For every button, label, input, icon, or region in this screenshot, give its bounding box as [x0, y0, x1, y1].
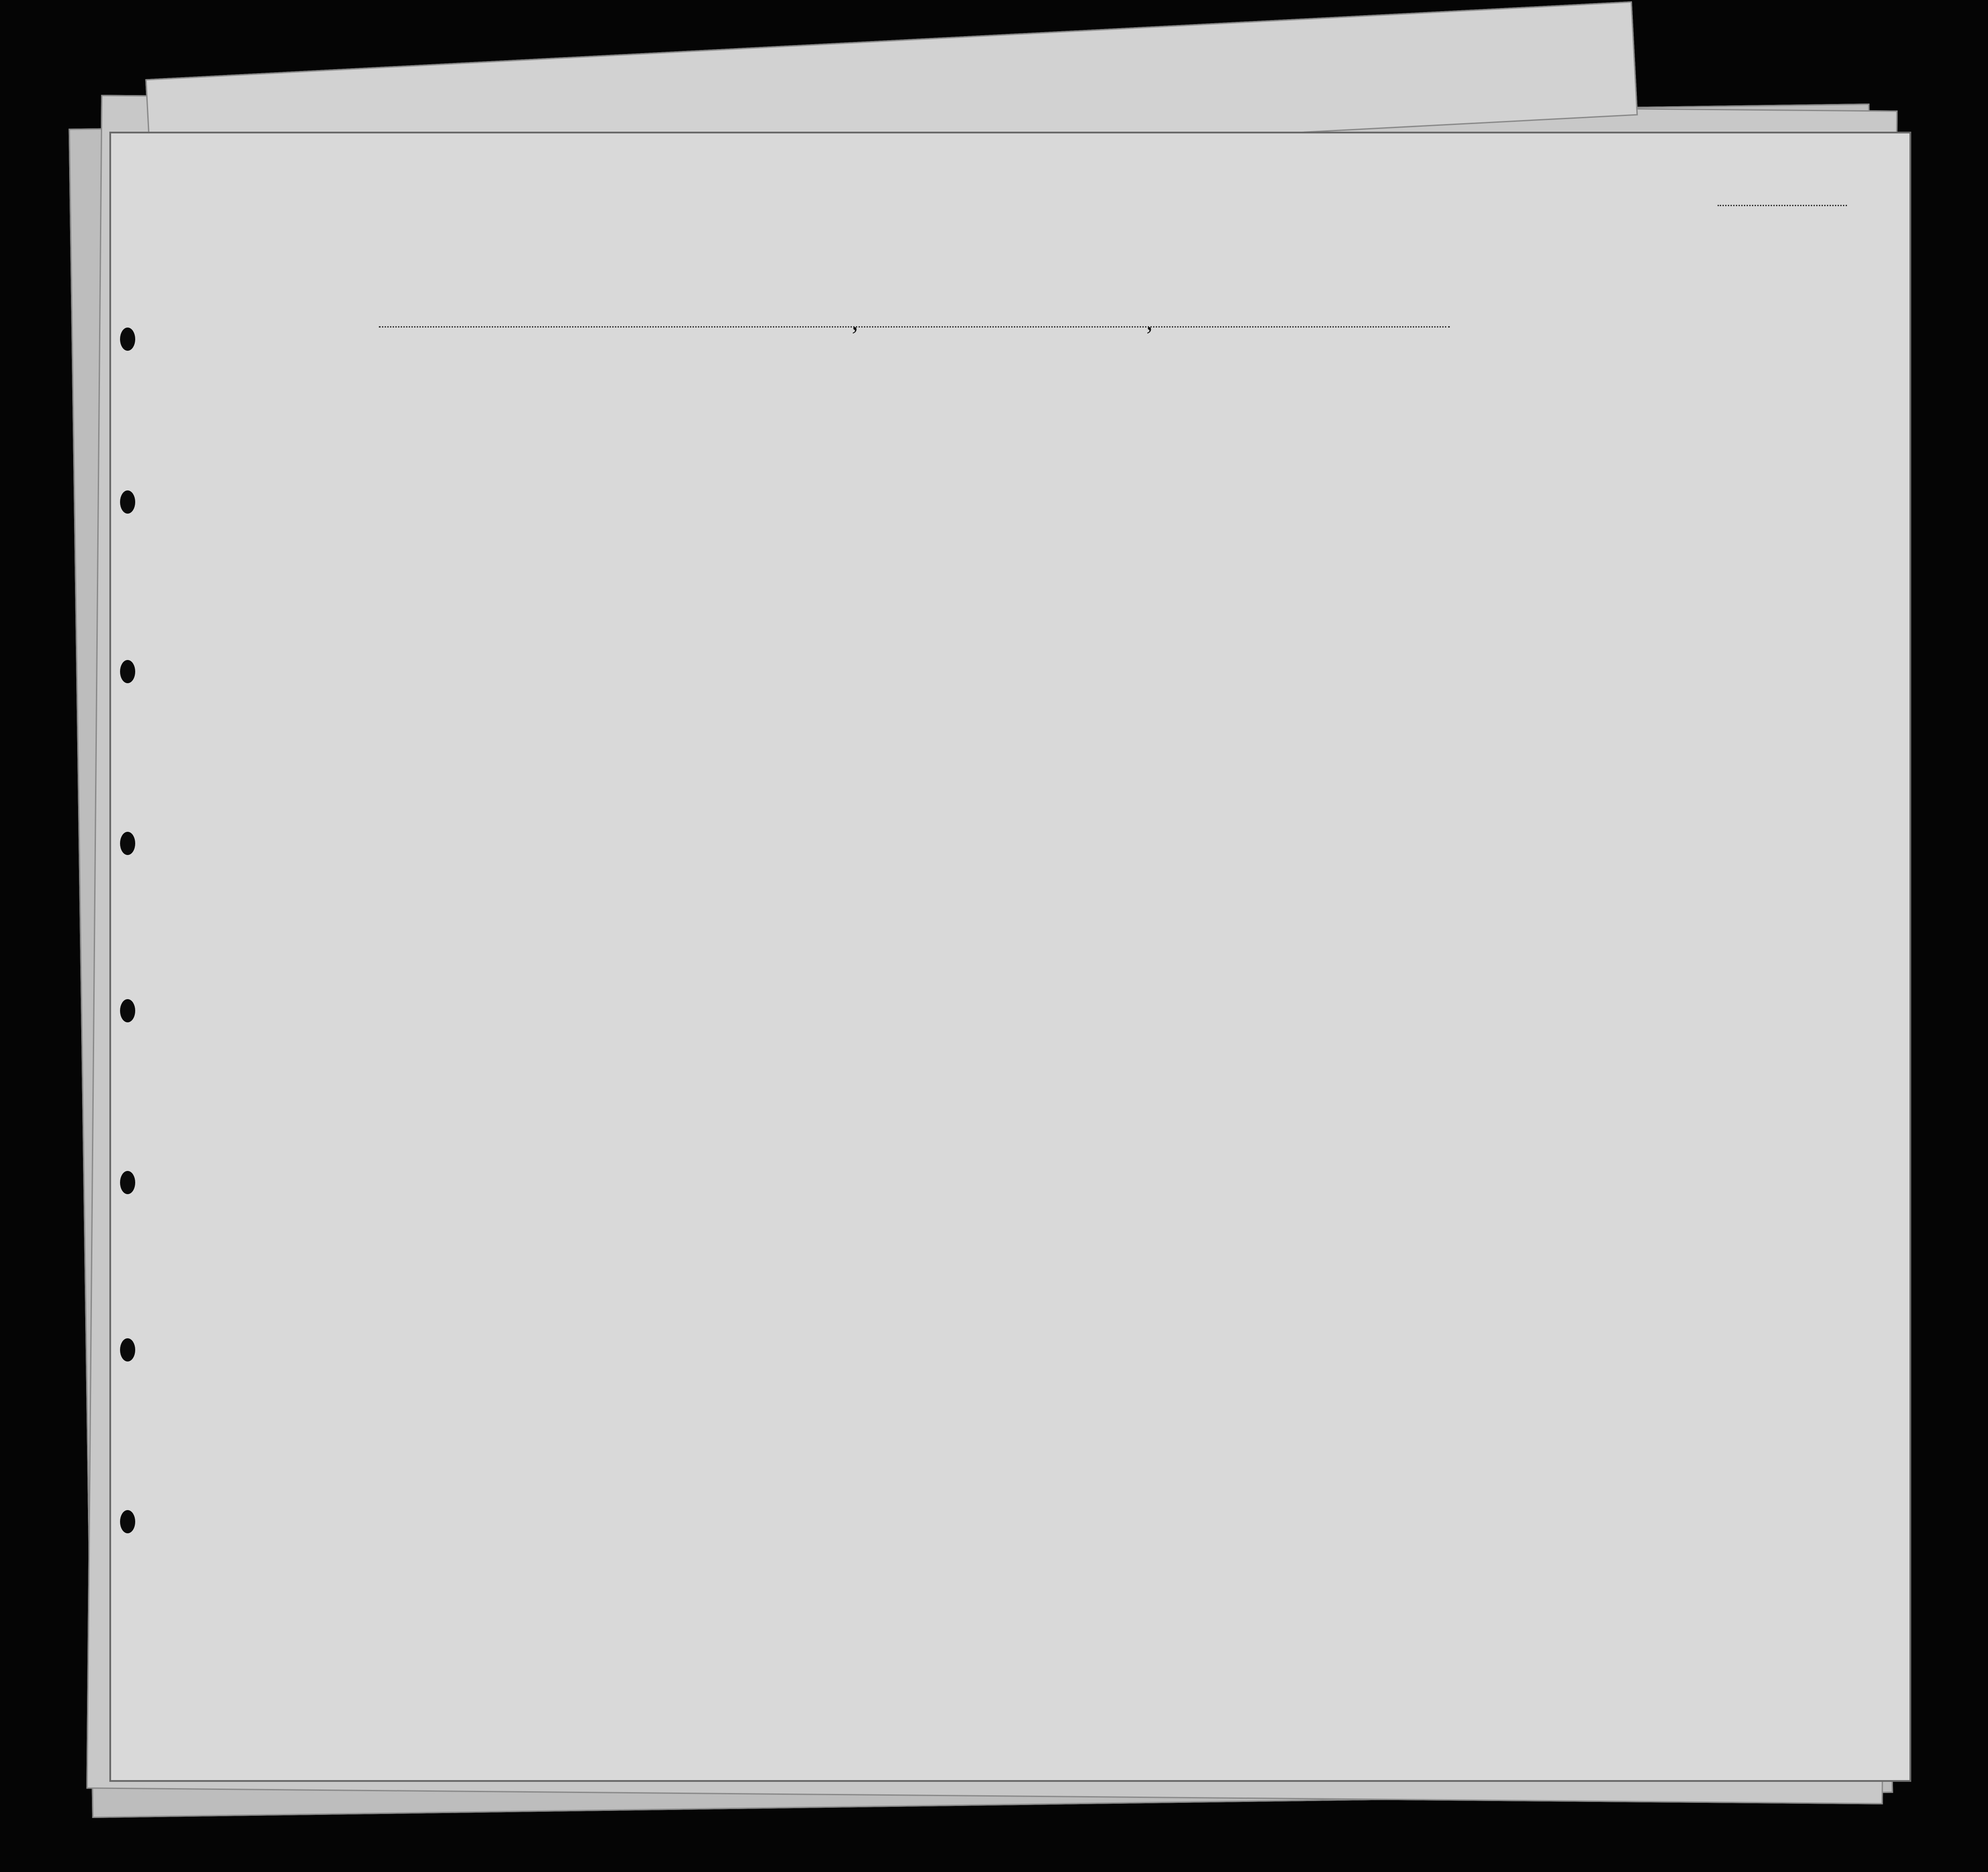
- comma: ,: [852, 308, 858, 336]
- manifest-sheet: [109, 132, 1911, 1782]
- comma: ,: [1146, 308, 1153, 336]
- manifest-table: [111, 133, 1909, 1780]
